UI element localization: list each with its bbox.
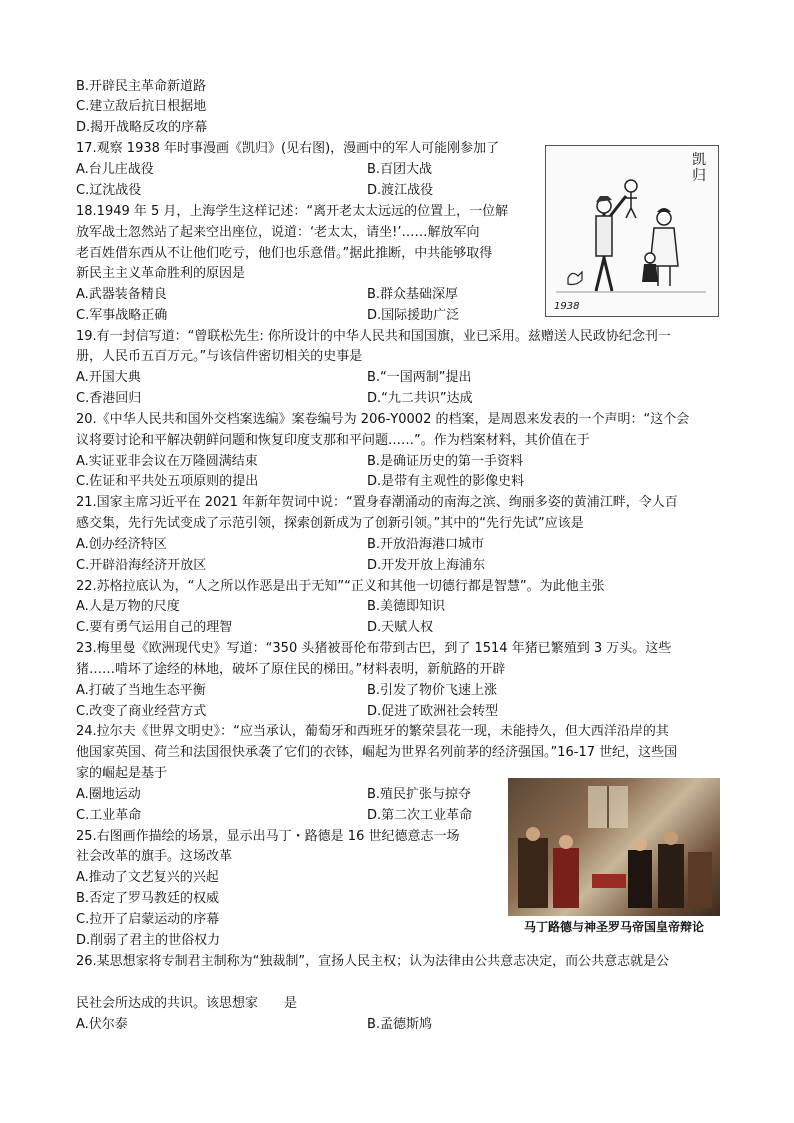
option-right-l16: D.“九二共识”达成 [367, 391, 473, 406]
text-line-l01: B.开辟民主革命新道路 [76, 79, 207, 94]
option-right-l24: D.开发开放上海浦东 [367, 558, 486, 573]
cartoon-year-text: 1938 [554, 301, 580, 312]
text-line-l04: 17.观察 1938 年时事漫画《凯归》(见右图)，漫画中的军人可能刚参加了 [76, 141, 500, 156]
text-line-l10: 新民主主义革命胜利的原因是 [76, 266, 246, 281]
option-right-l15: B.“一国两制”提出 [367, 370, 472, 385]
text-line-l37: 25.右图画作描绘的场景，显示出马丁・路德是 16 世纪德意志一场 [76, 829, 460, 844]
text-line-l29: 猪……啃坏了途经的林地，破坏了原住民的梯田。”材料表明，新航路的开辟 [76, 662, 506, 677]
text-line-l08: 放军战士忽然站了起来空出座位，说道：‘老太太，请坐!’……解放军向 [76, 225, 480, 240]
text-line-l35: A.圈地运动 [76, 787, 141, 802]
option-right-l31: D.促进了欧洲社会转型 [367, 704, 499, 719]
text-line-l11: A.武器装备精良 [76, 287, 167, 302]
text-line-l21: 21.国家主席习近平在 2021 年新年贺词中说：“置身春潮涌动的南海之滨、绚丽多姿的黄浦江畔，令人百 [76, 495, 678, 510]
option-right-l36: D.第二次工业革命 [367, 808, 473, 823]
option-right-l30: B.引发了物价飞速上涨 [367, 683, 498, 698]
text-line-l24: C.开辟沿海经济开放区 [76, 558, 207, 573]
text-line-l15: A.开国大典 [76, 370, 141, 385]
text-line-l26: A.人是万物的尺度 [76, 599, 180, 614]
text-line-l22: 感交集，先行先试变成了示范引领，探索创新成为了创新引领。”其中的“先行先试”应该是 [76, 516, 584, 531]
text-line-l19: A.实证亚非会议在万隆圆满结束 [76, 454, 258, 469]
text-line-l36: C.工业革命 [76, 808, 142, 823]
text-line-l17: 20.《中华人民共和国外交档案选编》案卷编号为 206-Y0002 的档案，是周恩来发表的一个声明：“这个会 [76, 412, 690, 427]
text-line-l28: 23.梅里曼《欧洲现代史》写道：“350 头猪被哥伦布带到古巴，到了 1514 年猪已繁殖到 3 万头。这些 [76, 641, 672, 656]
text-line-l07: 18.1949 年 5 月，上海学生这样记述：“离开老太太远远的位置上，一位解 [76, 204, 509, 219]
text-line-l13: 19.有一封信写道：“曾联松先生: 你所设计的中华人民共和国国旗，业已采用。兹赠送人民政协纪念刊一 [76, 329, 671, 344]
option-right-l26: B.美德即知识 [367, 599, 446, 614]
text-line-l25: 22.苏格拉底认为，“人之所以作恶是出于无知”“正义和其他一切德行都是智慧”。为此他主张 [76, 579, 605, 594]
text-line-l33: 他国家英国、荷兰和法国很快承袭了它们的衣钵，崛起为世界名列前茅的经济强国。”16-17 世纪，这些国 [76, 745, 678, 760]
text-line-l06: C.辽沈战役 [76, 183, 142, 198]
text-line-l39: A.推动了文艺复兴的兴起 [76, 870, 219, 885]
text-line-l38: 社会改革的旗手。这场改革 [76, 849, 233, 864]
painting-caption: 马丁路德与神圣罗马帝国皇帝辩论 [523, 920, 704, 934]
text-line-l40: B.否定了罗马教廷的权威 [76, 891, 220, 906]
option-right-l12: D.国际援助广泛 [367, 308, 460, 323]
text-line-l43: 26.某思想家将专制君主制称为“独裁制”，宣扬人民主权；认为法律由公共意志决定，而公共意志就是公 [76, 954, 670, 969]
text-line-l32: 24.拉尔夫《世界文明史》：“应当承认，葡萄牙和西班牙的繁荣昙花一现，未能持久，但大西洋沿岸的其 [76, 724, 669, 739]
text-line-l14: 册，人民币五百万元。”与该信件密切相关的史事是 [76, 349, 363, 364]
option-right-l23: B.开放沿海港口城市 [367, 537, 485, 552]
text-line-l45: A.伏尔泰 [76, 1017, 128, 1032]
text-line-l41: C.拉开了启蒙运动的序幕 [76, 912, 220, 927]
option-right-l05: B.百团大战 [367, 162, 433, 177]
cartoon-figure [545, 145, 719, 317]
option-right-l27: D.天赋人权 [367, 620, 434, 635]
option-right-l45: B.孟德斯鸠 [367, 1017, 433, 1032]
text-line-l44: 民社会所达成的共识。该思想家 是 [76, 996, 298, 1011]
option-right-l19: B.是确证历史的第一手资料 [367, 454, 524, 469]
luther-painting [508, 778, 720, 916]
option-right-l06: D.渡江战役 [367, 183, 434, 198]
painting-image [508, 778, 720, 916]
text-line-l34: 家的崛起是基于 [76, 766, 168, 781]
text-line-l20: C.佐证和平共处五项原则的提出 [76, 474, 259, 489]
text-line-l05: A.台儿庄战役 [76, 162, 154, 177]
text-line-l03: D.揭开战略反攻的序幕 [76, 120, 208, 135]
text-line-l02: C.建立敌后抗日根据地 [76, 99, 207, 114]
option-right-l11: B.群众基础深厚 [367, 287, 459, 302]
text-line-l31: C.改变了商业经营方式 [76, 704, 207, 719]
text-line-l23: A.创办经济特区 [76, 537, 167, 552]
text-line-l18: 议将要讨论和平解决朝鲜问题和恢复印度支那和平问题……”。作为档案材料，其价值在于 [76, 433, 590, 448]
option-right-l20: D.是带有主观性的影像史料 [367, 474, 525, 489]
text-line-l12: C.军事战略正确 [76, 308, 168, 323]
text-line-l42: D.削弱了君主的世俗权力 [76, 933, 221, 948]
option-right-l35: B.殖民扩张与掠夺 [367, 787, 472, 802]
text-line-l09: 老百姓借东西从不让他们吃亏，他们也乐意借。”据此推断，中共能够取得 [76, 246, 493, 261]
text-line-l30: A.打破了当地生态平衡 [76, 683, 206, 698]
text-line-l16: C.香港回归 [76, 391, 142, 406]
cartoon-title-text: 凯归 [692, 152, 706, 184]
text-line-l27: C.要有勇气运用自己的理智 [76, 620, 233, 635]
